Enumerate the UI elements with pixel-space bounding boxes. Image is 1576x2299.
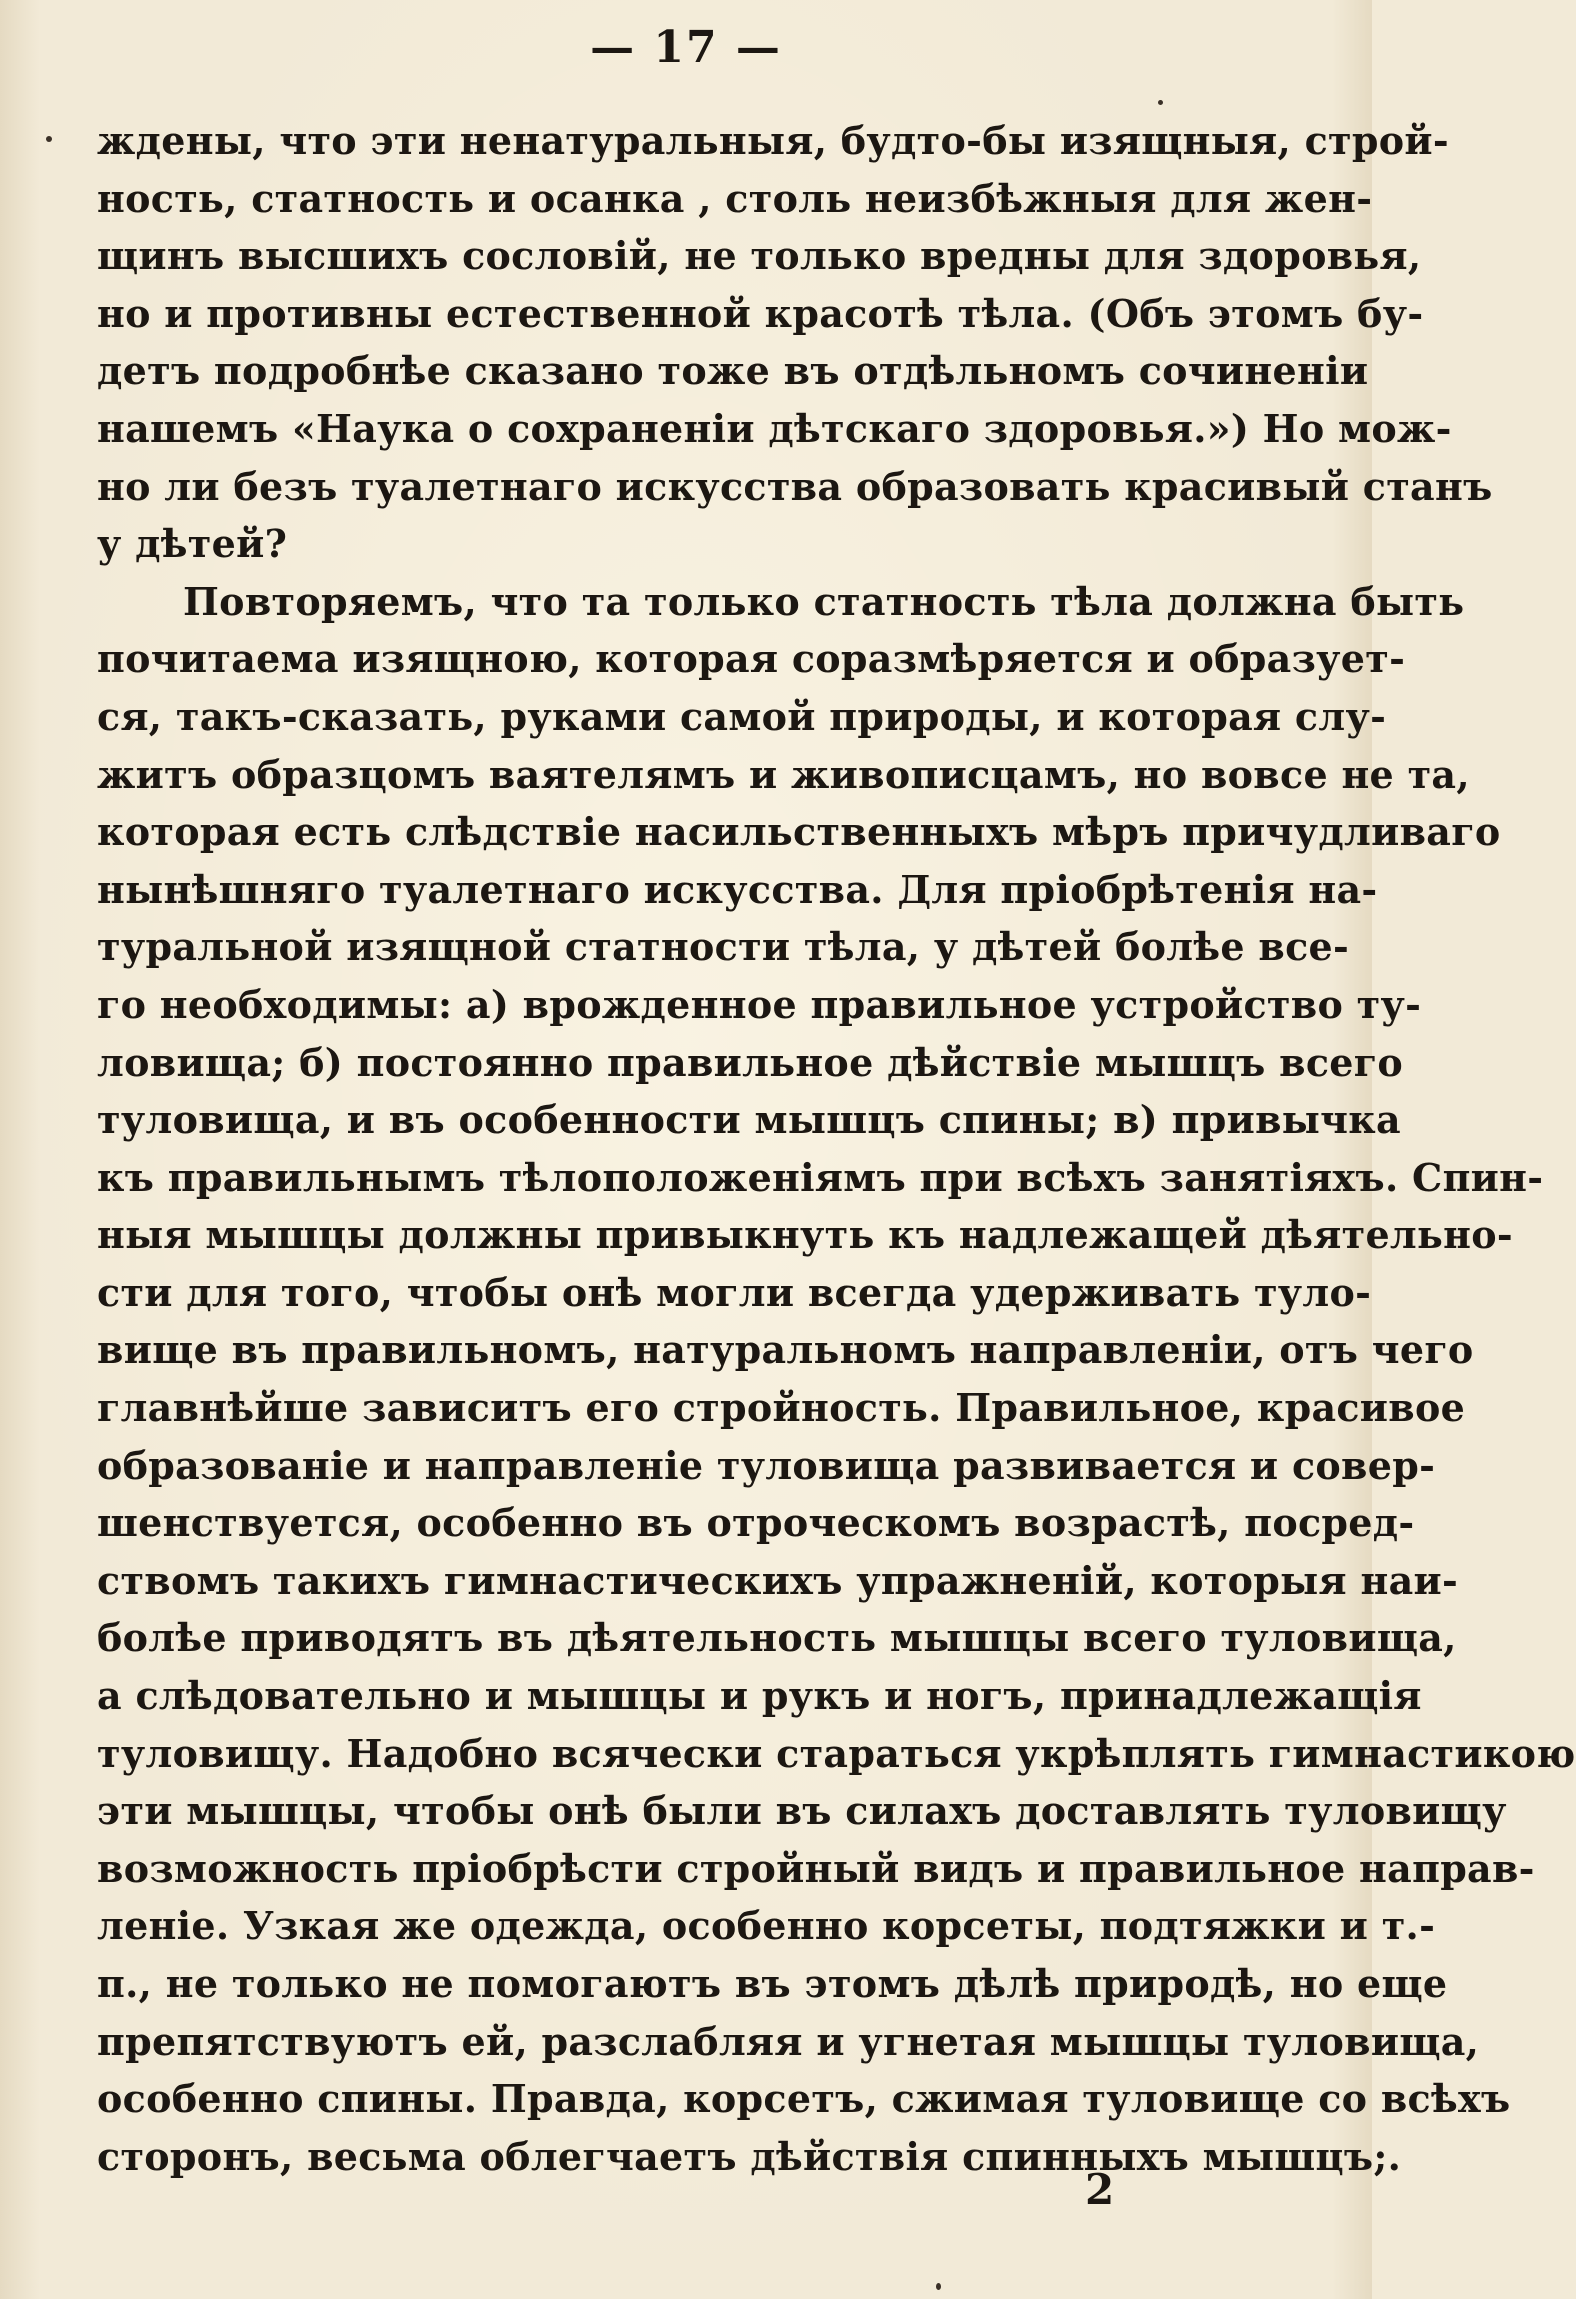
text-line: туральной изящной статности тѣла, у дѣтей болѣе все- [97, 924, 1350, 970]
body-text [97, 112, 1576, 2185]
text-line: болѣе приводятъ въ дѣятельность мышцы всего туловища, [97, 1615, 1457, 1661]
text-line: но ли безъ туалетнаго искусства образовать красивый станъ [97, 463, 1493, 509]
text-line: нашемъ «Наука о сохраненіи дѣтскаго здоровья.») Но мож- [97, 405, 1452, 451]
text-line: сторонъ, весьма облегчаетъ дѣйствія спинныхъ мышцъ;. [97, 2133, 1402, 2179]
ink-speck [1158, 100, 1163, 105]
signature-mark: 2 [1085, 2165, 1115, 2214]
text-line: туловищу. Надобно всячески стараться укрѣплять гимнастикою [97, 1730, 1576, 1776]
text-line: у дѣтей? [97, 521, 288, 567]
text-line: особенно спины. Правда, корсетъ, сжимая туловище со всѣхъ [97, 2076, 1511, 2122]
text-line: но и противны естественной красотѣ тѣла. (Объ этомъ бу- [97, 290, 1424, 336]
text-line: ствомъ такихъ гимнастическихъ упражненій, которыя наи- [97, 1557, 1459, 1603]
text-line: образованіе и направленіе туловища развивается и совер- [97, 1442, 1436, 1488]
page-number: — 17 — [590, 22, 782, 73]
text-line: эти мышцы, чтобы онѣ были въ силахъ доставлять туловищу [97, 1788, 1507, 1834]
text-line: которая есть слѣдствіе насильственныхъ мѣръ причудливаго [97, 809, 1501, 855]
text-line: ждены, что эти ненатуральныя, будто-бы изящныя, строй- [97, 118, 1449, 163]
text-line: детъ подробнѣе сказано тоже въ отдѣльномъ сочиненіи [97, 348, 1369, 394]
text-line: туловища, и въ особенности мышцъ спины; в) привычка [97, 1097, 1401, 1143]
text-line: а слѣдовательно и мышцы и рукъ и ногъ, принадлежащія [97, 1673, 1422, 1719]
text-line: ность, статность и осанка , столь неизбѣжныя для жен- [97, 175, 1373, 221]
text-line: леніе. Узкая же одежда, особенно корсеты, подтяжки и т.- [97, 1903, 1436, 1949]
text-line: щинъ высшихъ сословій, не только вредны для здоровья, [97, 233, 1422, 279]
text-line: вище въ правильномъ, натуральномъ направленіи, отъ чего [97, 1327, 1474, 1373]
text-line: ныя мышцы должны привыкнуть къ надлежащей дѣятельно- [97, 1212, 1513, 1258]
text-line: шенствуется, особенно въ отроческомъ возрастѣ, посред- [97, 1500, 1415, 1546]
text-line: къ правильнымъ тѣлоположеніямъ при всѣхъ занятіяхъ. Спин- [97, 1154, 1544, 1200]
text-line: го необходимы: а) врожденное правильное устройство ту- [97, 981, 1422, 1027]
ink-speck [46, 136, 52, 142]
text-line: главнѣйше зависитъ его стройность. Правильное, красивое [97, 1385, 1466, 1431]
text-line: ловища; б) постоянно правильное дѣйствіе мышцъ всего [97, 1039, 1403, 1085]
text-line: возможность пріобрѣсти стройный видъ и правильное направ- [97, 1845, 1535, 1891]
text-line: п., не только не помогаютъ въ этомъ дѣлѣ природѣ, но еще [97, 1961, 1448, 2006]
ink-speck [936, 2283, 941, 2290]
text-line: нынѣшняго туалетнаго искусства. Для пріобрѣтенія на- [97, 866, 1378, 912]
text-line: почитаема изящною, которая соразмѣряется и образует- [97, 636, 1406, 682]
paragraph-start-line: Повторяемъ, что та только статность тѣла должна быть [183, 578, 1465, 624]
text-line: сти для того, чтобы онѣ могли всегда удерживать туло- [97, 1269, 1372, 1315]
text-line: ся, такъ-сказать, руками самой природы, и которая слу- [97, 693, 1387, 739]
text-line: житъ образцомъ ваятелямъ и живописцамъ, но вовсе не та, [97, 751, 1470, 797]
text-line: препятствуютъ ей, разслабляя и угнетая мышцы туловища, [97, 2018, 1480, 2064]
